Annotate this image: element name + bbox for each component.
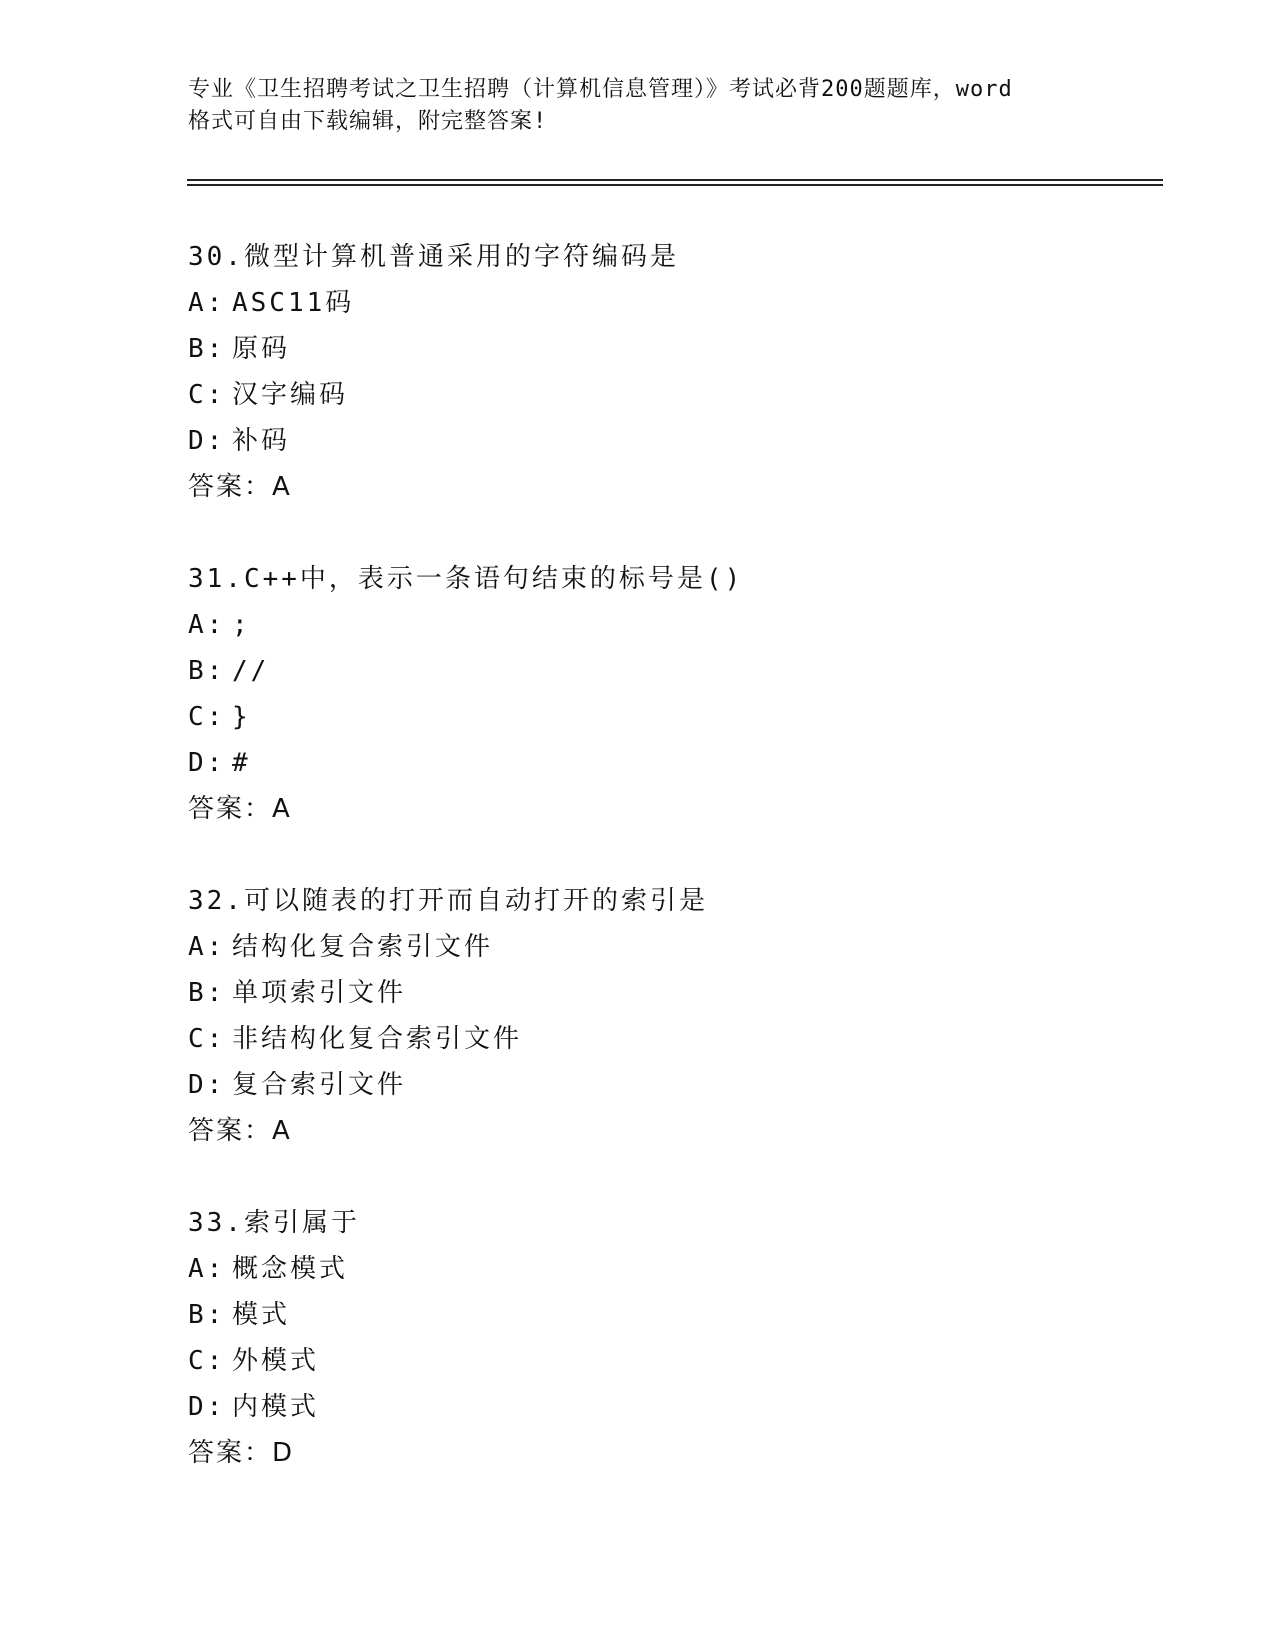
option-text: // xyxy=(232,656,270,686)
header-line-1: 专业《卫生招聘考试之卫生招聘（计算机信息管理）》考试必背200题题库，word xyxy=(188,77,1013,102)
option-text: } xyxy=(232,702,251,732)
option-b xyxy=(188,333,1088,379)
option-key: A: xyxy=(188,610,226,640)
option-d xyxy=(188,1069,1088,1115)
option-key: B: xyxy=(188,978,226,1008)
header-divider-top xyxy=(187,179,1163,181)
question-block xyxy=(188,563,1088,839)
document-header xyxy=(188,74,1108,138)
option-key: D: xyxy=(188,426,226,456)
question-block xyxy=(188,1207,1088,1483)
question-title: 33.索引属于 xyxy=(188,1208,360,1238)
option-c xyxy=(188,1023,1088,1069)
option-key: A: xyxy=(188,288,226,318)
header-line-2: 格式可自由下载编辑，附完整答案! xyxy=(188,109,548,134)
option-c xyxy=(188,379,1088,425)
option-key: A: xyxy=(188,1254,226,1284)
option-b xyxy=(188,977,1088,1023)
answer-line: 答案：A xyxy=(188,472,292,502)
option-a xyxy=(188,1253,1088,1299)
option-key: D: xyxy=(188,1392,226,1422)
option-d xyxy=(188,1391,1088,1437)
question-title: 30.微型计算机普通采用的字符编码是 xyxy=(188,242,679,272)
option-text: 复合索引文件 xyxy=(232,1070,407,1100)
option-key: B: xyxy=(188,656,226,686)
option-text: 概念模式 xyxy=(232,1254,349,1284)
header-divider-bottom xyxy=(187,184,1163,186)
option-key: C: xyxy=(188,380,226,410)
option-d xyxy=(188,747,1088,793)
option-text: 补码 xyxy=(232,426,291,456)
option-a xyxy=(188,931,1088,977)
option-text: 外模式 xyxy=(232,1346,320,1376)
question-block xyxy=(188,885,1088,1161)
option-key: B: xyxy=(188,1300,226,1330)
answer-line: 答案：D xyxy=(188,1438,295,1468)
option-key: C: xyxy=(188,1346,226,1376)
option-key: B: xyxy=(188,334,226,364)
option-text: # xyxy=(232,748,251,778)
option-text: 单项索引文件 xyxy=(232,978,407,1008)
question-title: 32.可以随表的打开而自动打开的索引是 xyxy=(188,886,708,916)
option-a xyxy=(188,609,1088,655)
option-text: ASC11码 xyxy=(232,288,355,318)
question-block xyxy=(188,241,1088,517)
option-key: D: xyxy=(188,1070,226,1100)
option-a xyxy=(188,287,1088,333)
option-key: C: xyxy=(188,702,226,732)
option-text: 非结构化复合索引文件 xyxy=(232,1024,523,1054)
answer-line: 答案：A xyxy=(188,1116,292,1146)
option-d xyxy=(188,425,1088,471)
option-c xyxy=(188,701,1088,747)
option-b xyxy=(188,1299,1088,1345)
option-key: A: xyxy=(188,932,226,962)
option-c xyxy=(188,1345,1088,1391)
question-title: 31.C++中，表示一条语句结束的标号是() xyxy=(188,564,744,594)
option-text: 原码 xyxy=(232,334,291,364)
option-key: C: xyxy=(188,1024,226,1054)
option-text: 模式 xyxy=(232,1300,291,1330)
option-text: ; xyxy=(232,610,251,640)
answer-line: 答案：A xyxy=(188,794,292,824)
option-text: 内模式 xyxy=(232,1392,320,1422)
option-b xyxy=(188,655,1088,701)
option-key: D: xyxy=(188,748,226,778)
option-text: 汉字编码 xyxy=(232,380,349,410)
option-text: 结构化复合索引文件 xyxy=(232,932,494,962)
